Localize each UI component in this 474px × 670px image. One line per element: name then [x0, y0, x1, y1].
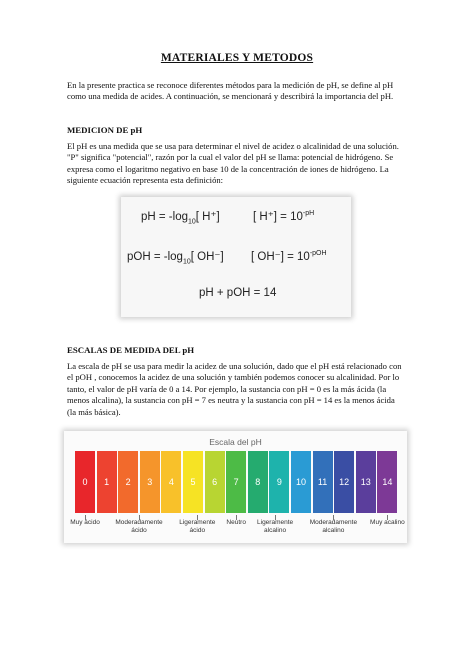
section-heading-medicion: MEDICION DE pH [67, 125, 143, 135]
ph-scale-title: Escala del pH [209, 437, 262, 447]
ph-swatch-number: 8 [255, 477, 261, 487]
poh-eq-left: pOH = -log [127, 251, 183, 263]
poh-equation [127, 249, 224, 265]
ph-swatch-number: 13 [360, 477, 371, 487]
ph-swatch-number: 1 [104, 477, 110, 487]
ph-swatch-number: 12 [339, 477, 350, 487]
intro-line: En la presente practica se reconoce diferentes métodos para la medición de pH, se define al pH [67, 80, 394, 90]
ph-scale-label [370, 519, 405, 527]
ph-scale-label-line1: Muy acalino [370, 519, 405, 526]
ph-scale-label-line2: ácido [131, 527, 147, 534]
ph-scale-label-line1: Moderadamente [115, 519, 163, 526]
ph-swatch-number: 10 [295, 477, 306, 487]
section-heading-escalas: ESCALAS DE MEDIDA DEL pH [67, 345, 195, 355]
ph-scale-label-line1: Ligeramente [257, 519, 294, 526]
ph-eq-right: [ H⁺] [195, 211, 220, 223]
ph-equation [141, 209, 220, 225]
ph-scale-label [257, 519, 293, 535]
oh-eq-sup: -pOH [309, 250, 327, 258]
ph-swatch-9 [269, 451, 289, 513]
escalas-line: (la más básica). [67, 406, 121, 417]
medicion-paragraph [67, 141, 412, 187]
ph-swatch-8 [248, 451, 268, 513]
page-title: MATERIALES Y METODOS [160, 52, 314, 64]
ph-swatch-7 [226, 451, 246, 513]
escalas-line: La escala de pH se usa para medir la acidez de una solución, dado que el pH está relacionado con [67, 361, 402, 371]
oh-eq-left: [ OH⁻] = 10 [251, 251, 310, 263]
ph-swatch-10 [291, 451, 311, 513]
ph-scale-label-line1: Moderadamente [309, 519, 358, 526]
ph-swatch-number: 4 [168, 477, 174, 487]
ph-eq-sub: 10 [187, 218, 196, 226]
ph-swatch-number: 14 [382, 477, 393, 487]
poh-eq-right: [ OH⁻] [190, 251, 224, 263]
ph-swatch-4 [161, 451, 181, 513]
escalas-line: tanto, el valor de pH varía de 0 a 14. Por ejemplo, la sustancia con pH = 0 es la más ácida (la [67, 383, 387, 394]
ph-swatch-6 [205, 451, 225, 513]
escalas-line: el pOH , conocemos la acidez de una solución y también podemos conocer su alcalinidad. Por lo [67, 372, 400, 383]
ph-scale-label-line2: alcalino [264, 527, 287, 534]
ph-scale-label [179, 519, 215, 535]
ph-swatch-number: 11 [317, 477, 328, 487]
ph-scale-label [115, 519, 162, 535]
ph-swatch-11 [313, 451, 333, 513]
medicion-line: "P" significa "potencial", razón por la cual el valor del pH se llama: potencial de hidrógeno. Se [67, 152, 394, 163]
ph-swatch-12 [334, 451, 354, 513]
ph-scale-label-line1: Ligeramente [179, 519, 216, 526]
ph-swatch-2 [118, 451, 138, 513]
ph-swatch-number: 7 [233, 477, 239, 487]
ph-swatch-5 [183, 451, 203, 513]
ph-scale-label-line2: alcalino [322, 527, 345, 534]
ph-swatch-13 [356, 451, 376, 513]
ph-scale-label [70, 519, 100, 527]
ph-scale-figure [64, 431, 407, 543]
ph-swatch-3 [140, 451, 160, 513]
ph-swatch-1 [97, 451, 117, 513]
escalas-line: menos alcalina), la sustancia con pH = 7 es neutra y la sustancia con pH = 14 es la menos ácida [67, 395, 395, 406]
ph-swatch-number: 5 [190, 477, 196, 487]
medicion-line: El pH es una medida que se usa para determinar el nivel de acidez o alcalinidad de una solución. [67, 141, 399, 151]
ph-scale-label-line1: Neutro [226, 519, 246, 526]
ph-swatch-number: 3 [147, 477, 153, 487]
ph-swatch-number: 0 [82, 477, 88, 487]
sum-equation: pH + pOH = 14 [199, 287, 277, 299]
medicion-line: siguiente ecuación representa esta definición: [67, 175, 224, 186]
ph-swatch-number: 2 [125, 477, 131, 487]
ph-scale-label-line1: Muy ácido [70, 519, 100, 526]
ph-scale-label [310, 519, 357, 535]
ph-eq-left: pH = -log [141, 211, 188, 223]
h-eq-left: [ H⁺] = 10 [253, 211, 303, 223]
h-concentration-equation [253, 209, 314, 223]
poh-eq-sub: 10 [182, 258, 191, 266]
ph-swatch-0 [75, 451, 95, 513]
ph-scale-label-line2: ácido [189, 527, 206, 534]
ph-swatch-14 [377, 451, 397, 513]
oh-concentration-equation [251, 249, 327, 263]
ph-scale-label [226, 519, 246, 527]
ph-swatch-number: 6 [212, 477, 218, 487]
equation-figure [121, 197, 351, 317]
intro-paragraph [67, 80, 412, 103]
medicion-line: expresa como el logaritmo negativo en base 10 de la concentración de iones de hidrógeno. La [67, 163, 389, 174]
ph-swatch-number: 9 [276, 477, 282, 487]
h-eq-sup: -pH [302, 210, 315, 218]
escalas-paragraph [67, 361, 412, 418]
intro-line: como una medida de acides. A continuación, se mencionará y describirá la importancia del pH. [67, 91, 394, 102]
